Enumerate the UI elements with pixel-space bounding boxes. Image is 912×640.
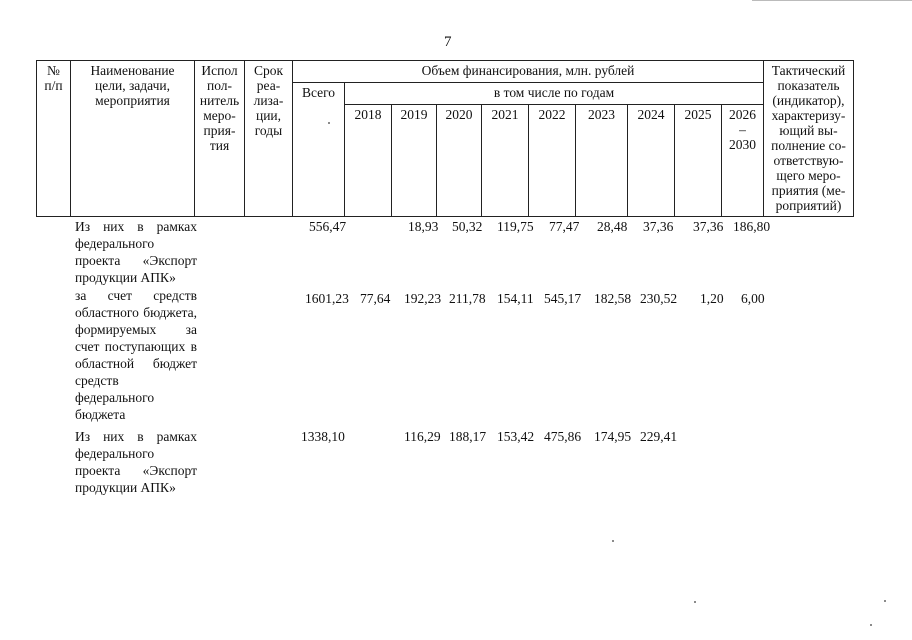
header-term: Срок реа- лиза- ции, годы [245,61,293,217]
row-total: 1338,10 [301,429,345,444]
header-year: 2018 [345,105,392,217]
row-label: Из них в рамках федерального проекта «Экспорт продукции АПК» [75,219,197,285]
header-year: 2024 [628,105,675,217]
header-year: 2026 – 2030 [722,105,764,217]
row-value: 154,11 [497,291,534,306]
row-value: 229,41 [640,429,678,444]
row-value: 28,48 [597,219,628,234]
row-label: за счет средств областного бюджета, формируемых за счет поступающих в областной бюджет средств федерального бюджета [75,288,197,422]
header-name: Наименование цели, задачи, мероприятия [71,61,195,217]
header-num: № п/п [37,61,71,217]
row-value: 1,20 [700,291,724,306]
row-value: 186,80 [733,219,771,234]
row-value: 188,17 [449,429,487,444]
row-label: Из них в рамках федерального проекта «Экспорт продукции АПК» [75,429,197,495]
scan-speck [694,601,696,603]
header-executor: Испол пол- нитель меро- прия- тия [195,61,245,217]
row-value: 77,64 [360,291,391,306]
header-total: Всего [293,83,345,217]
scan-speck [328,122,330,124]
header-funding: Объем финансирования, млн. рублей [293,61,764,83]
row-value: 6,00 [741,291,765,306]
scan-speck [612,540,614,542]
row-value: 116,29 [404,429,441,444]
row-value: 119,75 [497,219,534,234]
header-year: 2023 [576,105,628,217]
header-year: 2025 [675,105,722,217]
row-value: 182,58 [594,291,632,306]
row-value: 174,95 [594,429,632,444]
row-value: 37,36 [643,219,674,234]
row-value: 211,78 [449,291,486,306]
header-year: 2020 [437,105,482,217]
row-value: 50,32 [452,219,483,234]
row-total: 1601,23 [305,291,349,306]
header-year: 2019 [392,105,437,217]
header-indicator: Тактический показатель (индикатор), характеризу- ющий вы- полнение со- ответствую- щего меро- приятия (ме- роприятий) [764,61,854,217]
scan-speck [870,624,872,626]
row-value: 77,47 [549,219,580,234]
row-value: 37,36 [693,219,724,234]
row-total: 556,47 [309,219,347,234]
header-year: 2022 [529,105,576,217]
row-value: 545,17 [544,291,582,306]
page-number: 7 [444,34,452,50]
row-value: 192,23 [404,291,442,306]
row-value: 18,93 [408,219,439,234]
header-year: 2021 [482,105,529,217]
row-value: 230,52 [640,291,678,306]
header-by-years: в том числе по годам [345,83,764,105]
row-value: 153,42 [497,429,535,444]
row-value: 475,86 [544,429,582,444]
scan-speck [884,600,886,602]
